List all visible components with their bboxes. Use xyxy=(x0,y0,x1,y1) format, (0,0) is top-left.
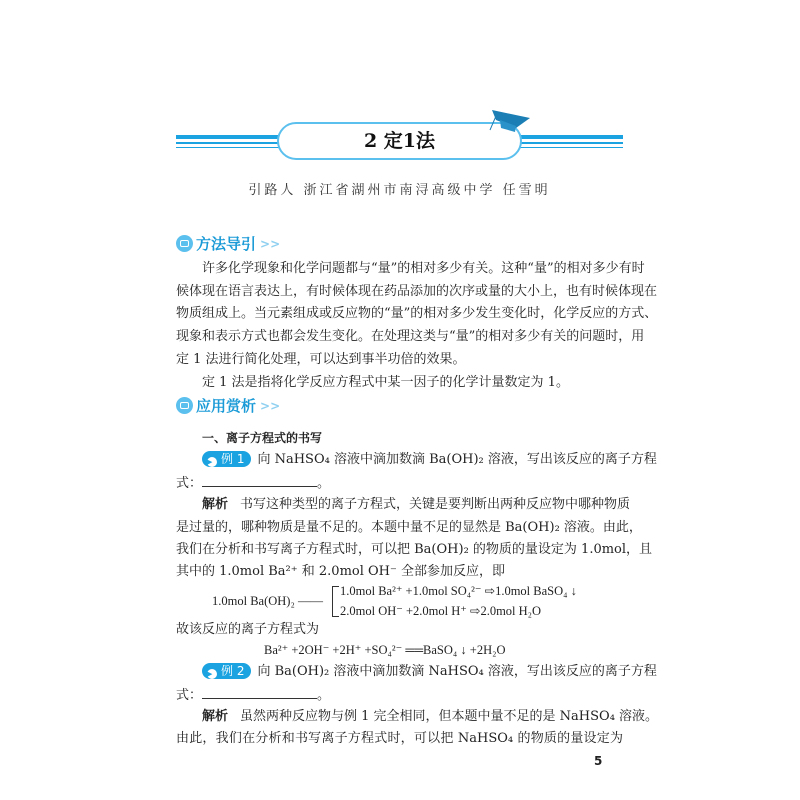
author-line: 引路人 浙江省湖州市南浔高级中学 任雪明 xyxy=(248,183,551,198)
analysis-line: 解析 虽然两种反应物与例 1 完全相同，但本题中量不足的是 NaHSO₄ 溶液。 xyxy=(202,709,659,724)
example1-question: ▶ 例 1 向 NaHSO₄ 溶液中滴加数滴 Ba(OH)₂ 溶液，写出该反应的离子方程 xyxy=(202,451,623,468)
answer-blank xyxy=(202,686,317,699)
scheme-left: 1.0mol Ba(OH)₂ —— xyxy=(212,594,323,608)
chapter-title: 2 定1法 xyxy=(363,130,436,152)
section-header-method xyxy=(176,233,280,254)
chevron-right-icon: >> xyxy=(260,398,281,413)
paragraph-line: 现象和表示方式也都会发生变化。在处理这类与“量”的相对多少有关的问题时，用 xyxy=(176,329,645,344)
brace xyxy=(332,586,339,617)
conclusion: 故该反应的离子方程式为 xyxy=(176,622,320,637)
analysis-line: 我们在分析和书写离子方程式时，可以把 Ba(OH)₂ 的物质的量设定为 1.0mol，且 xyxy=(176,542,653,557)
answer-blank xyxy=(202,474,317,487)
lightbulb-icon xyxy=(176,235,193,252)
folder-icon xyxy=(176,397,193,414)
analysis-line: 解析 书写这种类型的离子方程式，关键是要判断出两种反应物中哪种物质 xyxy=(202,497,631,512)
example2-question: ▶ 例 2 向 Ba(OH)₂ 溶液中滴加数滴 NaHSO₄ 溶液，写出该反应的离子方程 xyxy=(202,663,623,680)
analysis-line: 由此，我们在分析和书写离子方程式时，可以把 NaHSO₄ 的物质的量设定为 xyxy=(176,731,623,746)
analysis-line: 是过量的，哪种物质是量不足的。本题中量不足的显然是 Ba(OH)₂ 溶液。由此， xyxy=(176,520,642,535)
analysis-label: 解析 xyxy=(202,709,229,724)
chevron-right-icon: >> xyxy=(260,236,281,251)
paragraph-line: 候体现在语言表达上，有时候体现在药品添加的次序或量的大小上，也有时候体现在 xyxy=(176,284,658,299)
play-icon: ▶ xyxy=(207,669,217,679)
graduation-cap-icon xyxy=(488,108,532,134)
example-badge: ▶ 例 1 xyxy=(202,451,251,467)
example2-answer: 式： 。 xyxy=(176,688,331,703)
paragraph-line: 定 1 法进行简化处理，可以达到事半功倍的效果。 xyxy=(176,352,466,367)
section-header-application xyxy=(176,395,280,416)
page-number: 5 xyxy=(594,754,603,768)
analysis-label: 解析 xyxy=(202,497,229,512)
example-badge: ▶ 例 2 xyxy=(202,663,251,679)
definition: 定 1 法是指将化学反应方程式中某一因子的化学计量数定为 1。 xyxy=(202,375,569,390)
section-title: 应用赏析 xyxy=(196,397,257,415)
ionic-equation: Ba²⁺ +2OH⁻ +2H⁺ +SO₄²⁻ ══BaSO₄ ↓ +2H₂O xyxy=(264,643,506,657)
paragraph-line: 物质组成上。当元素组成或反应物的“量”的相对多少发生变化时，化学反应的方式、 xyxy=(176,306,658,321)
example1-answer: 式： 。 xyxy=(176,476,331,491)
play-icon: ▶ xyxy=(207,457,217,467)
scheme-bottom: 2.0mol OH⁻ +2.0mol H⁺ ⇨2.0mol H₂O xyxy=(340,604,542,618)
section-title: 方法导引 xyxy=(196,235,257,253)
scheme-top: 1.0mol Ba²⁺ +1.0mol SO₄²⁻ ⇨1.0mol BaSO₄ ↓ xyxy=(340,584,577,598)
paragraph-line: 许多化学现象和化学问题都与“量”的相对多少有关。这种“量”的相对多少有时 xyxy=(202,261,645,276)
subheading: 一、离子方程式的书写 xyxy=(202,431,323,445)
analysis-line: 其中的 1.0mol Ba²⁺ 和 2.0mol OH⁻ 全部参加反应，即 xyxy=(176,564,505,579)
